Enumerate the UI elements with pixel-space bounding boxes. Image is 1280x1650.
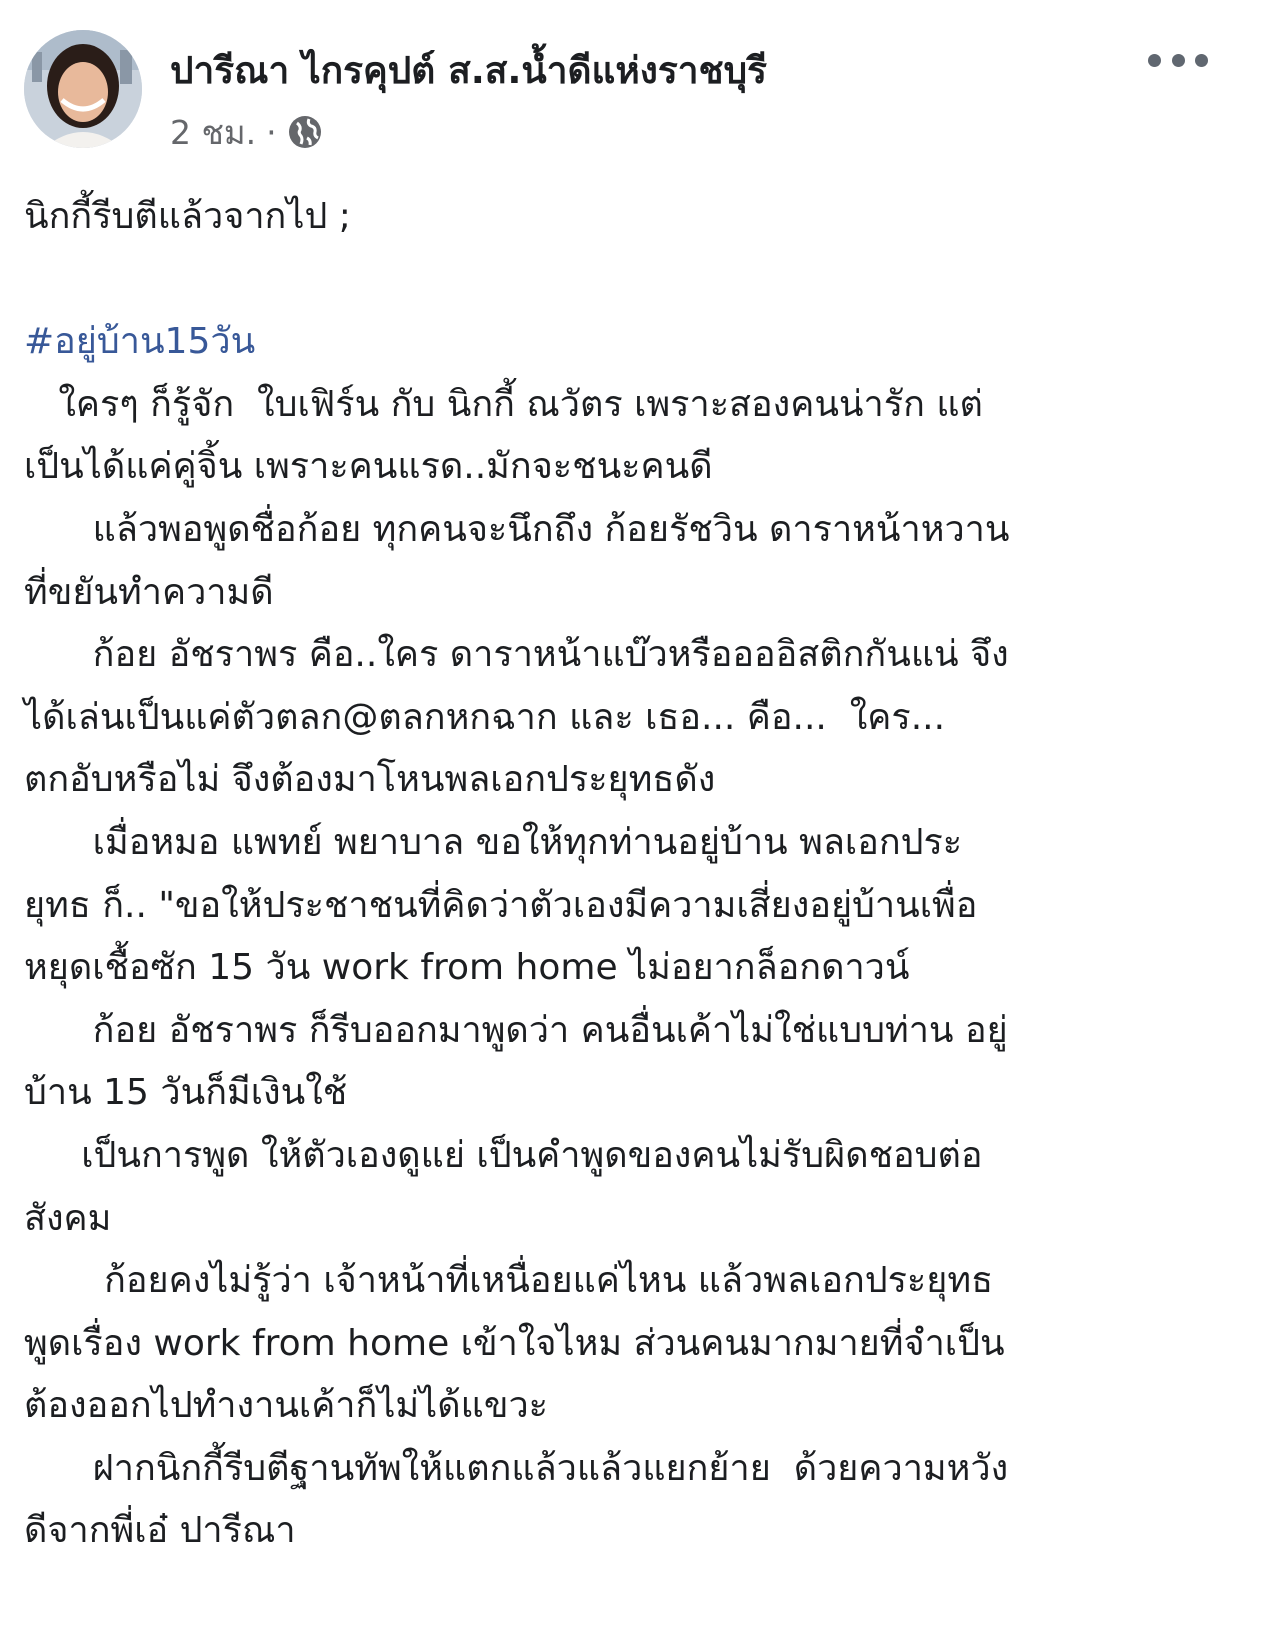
dot-icon	[1148, 54, 1161, 67]
globe-icon[interactable]	[287, 114, 323, 150]
post-line: ตกอับหรือไม่ จึงต้องมาโหนพลเอกประยุทธดัง	[24, 759, 716, 801]
post-line: เมื่อหมอ แพทย์ พยาบาล ขอให้ทุกท่านอยู่บ้าน พลเอกประ	[24, 821, 963, 863]
dot-icon	[1172, 54, 1185, 67]
post-line: หยุดเชื้อซัก 15 วัน work from home ไม่อยากล็อกดาวน์	[24, 947, 910, 989]
post-line: ใครๆ ก็รู้จัก ใบเฟิร์น กับ นิกกี้ ณวัตร เพราะสองคนน่ารัก แต่	[24, 383, 983, 425]
post-line: ที่ขยันทำความดี	[24, 571, 274, 613]
post-line: ยุทธ ก็.. "ขอให้ประชาชนที่คิดว่าตัวเองมีความเสี่ยงอยู่บ้านเพื่อ	[24, 884, 978, 926]
post-line: เป็นการพูด ให้ตัวเองดูแย่ เป็นคำพูดของคนไม่รับผิดชอบต่อ	[24, 1134, 983, 1176]
post-line: ฝากนิกกี้รีบตีฐานทัพให้แตกแล้วแล้วแยกย้าย ด้วยความหวัง	[24, 1447, 1009, 1489]
blank-line	[24, 249, 1256, 312]
post-line: เป็นได้แค่คู่จิ้น เพราะคนแรด..มักจะชนะคนดี	[24, 446, 713, 488]
post-line: นิกกี้รีบตีแล้วจากไป ;	[24, 196, 351, 237]
hashtag-link[interactable]: #อยู่บ้าน15วัน	[24, 321, 256, 363]
author-avatar[interactable]	[24, 30, 142, 148]
profile-photo-icon	[24, 30, 142, 148]
post-time[interactable]: 2 ชม.	[170, 112, 257, 152]
post-line: ได้เล่นเป็นแค่ตัวตลก@ตลกหกฉาก และ เธอ... คือ... ใคร...	[24, 696, 946, 738]
post-meta	[170, 110, 323, 154]
post-line: ก้อยคงไม่รู้ว่า เจ้าหน้าที่เหนื่อยแค่ไหน แล้วพลเอกประยุทธ	[24, 1260, 994, 1302]
dot-icon	[1195, 54, 1208, 67]
post-line: แล้วพอพูดชื่อก้อย ทุกคนจะนึกถึง ก้อยรัชวิน ดาราหน้าหวาน	[24, 508, 1010, 550]
post-line: ก้อย อัชราพร คือ..ใคร ดาราหน้าแบ๊วหรืออออิสติกกันแน่ จึง	[24, 634, 1009, 676]
post-line: พูดเรื่อง work from home เข้าใจไหม ส่วนคนมากมายที่จำเป็น	[24, 1322, 1005, 1364]
post-line: ก้อย อัชราพร ก็รีบออกมาพูดว่า คนอื่นเค้าไม่ใช่แบบท่าน อยู่	[24, 1009, 1008, 1051]
more-options-icon[interactable]	[1148, 40, 1208, 80]
post-line: สังคม	[24, 1197, 112, 1239]
author-name[interactable]: ปารีณา ไกรคุปต์ ส.ส.น้ำดีแห่งราชบุรี	[170, 49, 767, 92]
meta-separator: ·	[266, 112, 277, 152]
post-header	[24, 30, 1256, 160]
post-line: ต้องออกไปทำงานเค้าก็ไม่ได้แขวะ	[24, 1385, 549, 1427]
post-text	[24, 186, 1256, 1563]
post-line: ดีจากพี่เอ๋ ปารีณา	[24, 1510, 296, 1552]
post-line: บ้าน 15 วันก็มีเงินใช้	[24, 1072, 348, 1114]
